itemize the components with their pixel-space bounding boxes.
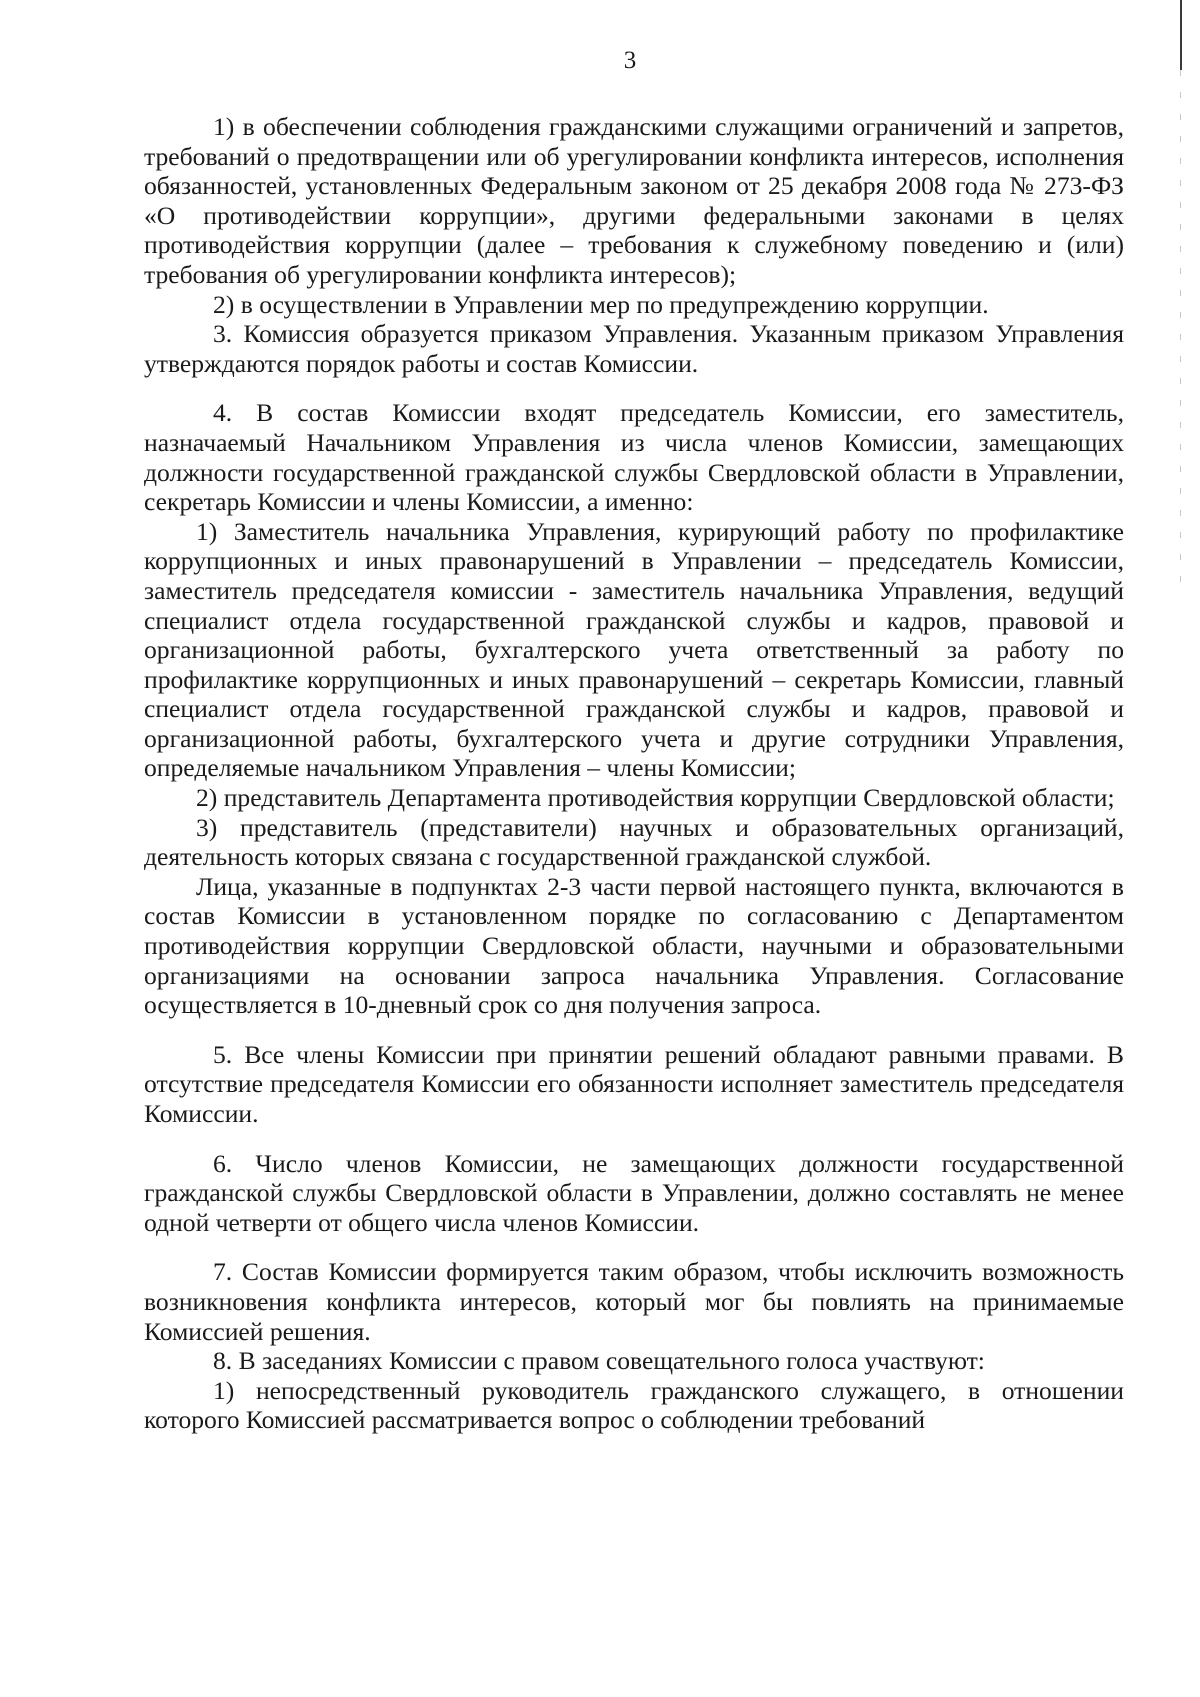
paragraph-4-2: 2) представитель Департамента противодействия коррупции Свердловской области; bbox=[196, 783, 1115, 813]
paragraph-4: 4. В состав Комиссии входят председатель Комиссии, его заместитель, назначаемый Начальником Управления из числа членов Комиссии, замещающих должности государственной гражданской службы Свердловской области в Управлении, секретарь Комиссии и члены Комиссии, а именно: bbox=[144, 398, 1124, 517]
paragraph-8: 8. В заседаниях Комиссии с правом совещательного голоса участвуют: bbox=[213, 1346, 985, 1376]
scan-edge-faint-line bbox=[1180, 70, 1181, 590]
paragraph-5: 5. Все члены Комиссии при принятии решений обладают равными правами. В отсутствие председателя Комиссии его обязанности исполняет заместитель председателя Комиссии. bbox=[144, 1039, 1124, 1128]
page-number: 3 bbox=[623, 47, 637, 74]
paragraph-6: 6. Число членов Комиссии, не замещающих должности государственной гражданской службы Свердловской области в Управлении, должно составлять не менее одной четверти от общего числа членов Комиссии. bbox=[144, 1148, 1124, 1237]
paragraph-4-persons: Лица, указанные в подпунктах 2-3 части первой настоящего пункта, включаются в состав Комиссии в установленном порядке по согласованию с Департаментом противодействия коррупции Свердловской области, научными и образовательными организациями на основании запроса начальника Управления. Согласование осуществляется в 10-дневный срок со дня получения запроса. bbox=[144, 871, 1124, 1020]
paragraph-8-1: 1) непосредственный руководитель гражданского служащего, в отношении которого Комиссией рассматривается вопрос о соблюдении требований bbox=[144, 1375, 1124, 1435]
paragraph-4-3: 3) представитель (представители) научных и образовательных организаций, деятельность которых связана с государственной гражданской службой. bbox=[144, 812, 1124, 872]
paragraph-4-1: 1) Заместитель начальника Управления, курирующий работу по профилактике коррупционных и иных правонарушений в Управлении – председатель Комиссии, заместитель председателя комиссии - заместитель начальника Управления, ведущий специалист отдела государственной гражданской службы и кадров, правовой и организационной работы, бухгалтерского учета ответственный за работу по профилактике коррупционных и иных правонарушений – секретарь Комиссии, главный специалист отдела государственной гражданской службы и кадров, правовой и организационной работы, бухгалтерского учета и другие сотрудники Управления, определяемые начальником Управления – члены Комиссии; bbox=[144, 516, 1124, 783]
paragraph-1-1: 1) в обеспечении соблюдения гражданскими служащими ограничений и запретов, требований о предотвращении или об урегулировании конфликта интересов, исполнения обязанностей, установленных Федеральным законом от 25 декабря 2008 года № 273-ФЗ «О противодействии коррупции», другими федеральными законами в целях противодействия коррупции (далее – требования к служебному поведению и (или) требования об урегулировании конфликта интересов); bbox=[144, 112, 1124, 289]
paragraph-1-2: 2) в осуществлении в Управлении мер по предупреждению коррупции. bbox=[213, 289, 989, 319]
paragraph-3: 3. Комиссия образуется приказом Управления. Указанным приказом Управления утверждаются порядок работы и состав Комиссии. bbox=[144, 319, 1124, 378]
document-body bbox=[144, 112, 1124, 1435]
paragraph-7: 7. Состав Комиссии формируется таким образом, чтобы исключить возможность возникновения конфликта интересов, который мог бы повлиять на принимаемые Комиссией решения. bbox=[144, 1257, 1124, 1346]
